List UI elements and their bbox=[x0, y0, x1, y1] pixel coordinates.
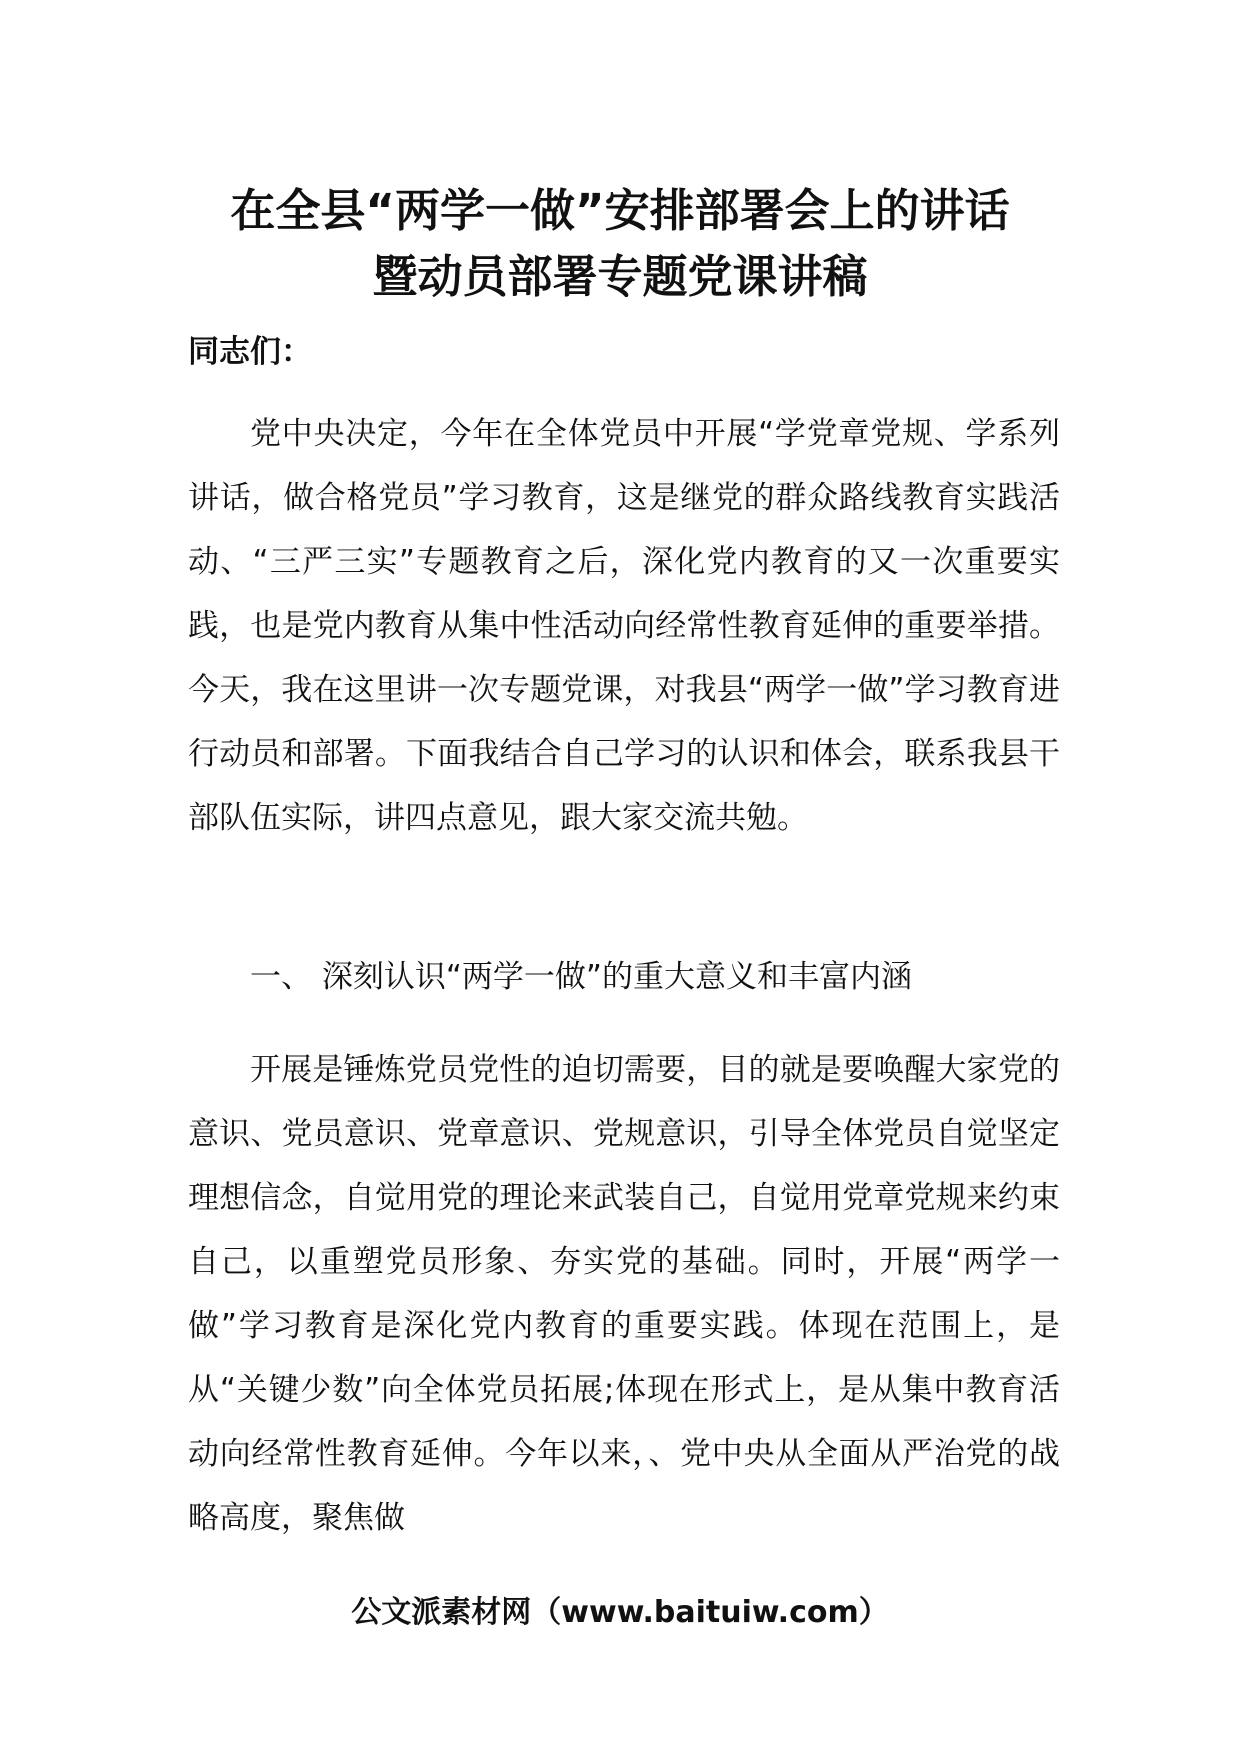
footer-source: 公文派素材网（www.baituiw.com） bbox=[351, 1595, 889, 1630]
title-line-1: 在全县“两学一做”安排部署会上的讲话 bbox=[230, 184, 1010, 237]
title-line-2: 暨动员部署专题党课讲稿 bbox=[372, 250, 868, 303]
body-paragraph-2: 开展是锤炼党员党性的迫切需要，目的就是要唤醒大家党的意识、党员意识、党章意识、党规意识，引导全体党员自觉坚定理想信念，自觉用党的理论来武装自己，自觉用党章党规来约束自己，以重塑党员形象、夯实党的基础。同时，开展“两学一做”学习教育是深化党内教育的重要实践。体现在范围上，是从“关键少数”向全体党员拓展;体现在形式上，是从集中教育活动向经常性教育延伸。今年以来，、党中央从全面从严治党的战略高度，聚焦做 bbox=[188, 1052, 1060, 1536]
salutation: 同志们： bbox=[188, 334, 312, 370]
document-title bbox=[0, 178, 1240, 310]
section-heading-1: 一、 深刻认识“两学一做”的重大意义和丰富内涵 bbox=[250, 959, 912, 995]
body-paragraph-1: 党中央决定，今年在全体党员中开展“学党章党规、学系列讲话，做合格党员”学习教育，这是继党的群众路线教育实践活动、“三严三实”专题教育之后，深化党内教育的又一次重要实践，也是党内教育从集中性活动向经常性教育延伸的重要举措。今天，我在这里讲一次专题党课，对我县“两学一做”学习教育进行动员和部署。下面我结合自己学习的认识和体会，联系我县干部队伍实际，讲四点意见，跟大家交流共勉。 bbox=[188, 416, 1060, 836]
